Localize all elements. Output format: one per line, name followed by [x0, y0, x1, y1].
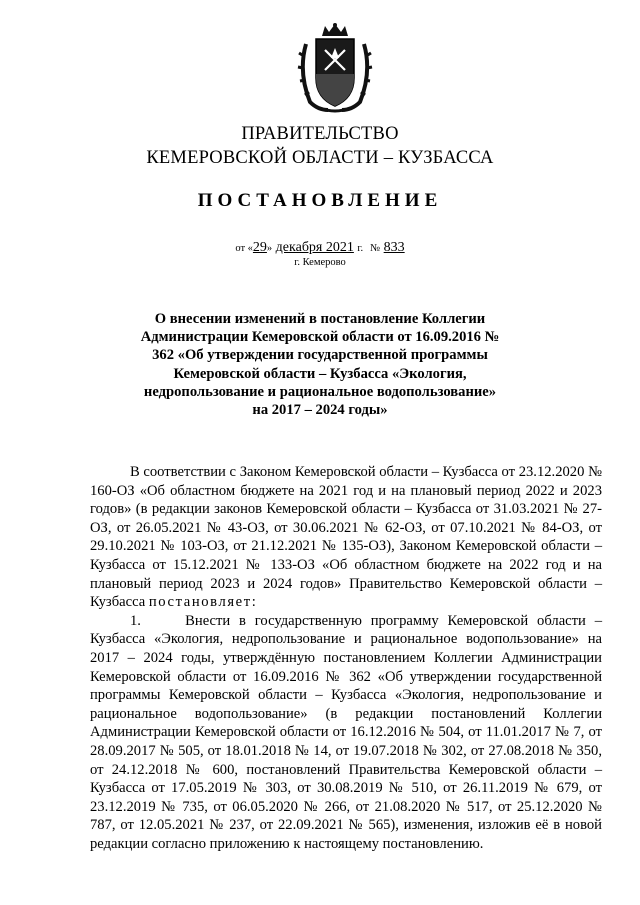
government-name-line1: ПРАВИТЕЛЬСТВО: [241, 124, 399, 144]
document-date-number: [0, 240, 640, 256]
paragraph-preamble: [90, 463, 602, 612]
date-suffix: г.: [357, 243, 364, 254]
preamble-text: В соответствии с Законом Кемеровской области – Кузбасса от 23.12.2020 № 160-ОЗ «Об областном бюджете на 2021 год и на плановый период 2022 и 2023 годов» (в редакции законов Кемеровской области – Кузбасса от 31.03.2021 № 27-ОЗ, от 26.05.2021 № 43-ОЗ, от 30.06.2021 № 62-ОЗ, от 07.10.2021 № 84-ОЗ, от 29.10.2021 № 103-ОЗ, от 21.12.2021 № 135-ОЗ), Законом Кемеровской области – Кузбасса от 15.12.2021 № 133-ОЗ «Об областном бюджете на 2022 год и на плановый период 2023 и 2024 годов» Правительство Кемеровской области – Кузбасса: [90, 464, 602, 611]
document-number: 833: [383, 240, 405, 255]
resolves-word: постановляет:: [148, 594, 258, 611]
number-prefix: №: [370, 243, 381, 254]
date-prefix: от «: [235, 243, 253, 254]
document-body: [90, 463, 602, 853]
paragraph-item-1: 1. Внести в государственную программу Кемеровской области – Кузбасса «Экология, недропользование и рациональное водопользование» на 2017 – 2024 годы, утверждённую постановлением Коллегии Администрации Кемеровской области от 16.09.2016 № 362 «Об утверждении государственной программы Кемеровской области – Кузбасса «Экология, недропользование и рациональное водопользование» (в редакции постановлений Коллегии Администрации Кемеровской области от 16.12.2016 № 504, от 11.01.2017 № 7, от 28.09.2017 № 505, от 18.01.2018 № 14, от 19.07.2018 № 302, от 27.08.2018 № 350, от 24.12.2018 № 600, постановлений Правительства Кемеровской области – Кузбасса от 17.05.2019 № 303, от 30.08.2019 № 510, от 26.11.2019 № 679, от 23.12.2019 № 735, от 06.05.2020 № 266, от 21.08.2020 № 517, от 25.12.2020 № 787, от 12.05.2021 № 237, от 22.09.2021 № 565), изменения, изложив её в новой редакции согласно приложению к настоящему постановлению.: [90, 612, 602, 852]
government-name-line2: КЕМЕРОВСКОЙ ОБЛАСТИ – КУЗБАССА: [146, 148, 494, 168]
date-quote-close: »: [266, 243, 273, 254]
date-month-year: декабря 2021: [275, 240, 354, 255]
coat-of-arms-emblem: [296, 22, 374, 114]
document-title: О внесении изменений в постановление Коллегии Администрации Кемеровской области от 16.09.2016 № 362 «Об утверждении государственной программы Кемеровской области – Кузбасса «Экология, недропользование и рациональное водопользование» на 2017 – 2024 годы»: [140, 311, 500, 419]
city-label: г. Кемерово: [294, 257, 346, 268]
date-day: 29: [252, 240, 267, 255]
document-type-heading: ПОСТАНОВЛЕНИЕ: [197, 190, 443, 211]
